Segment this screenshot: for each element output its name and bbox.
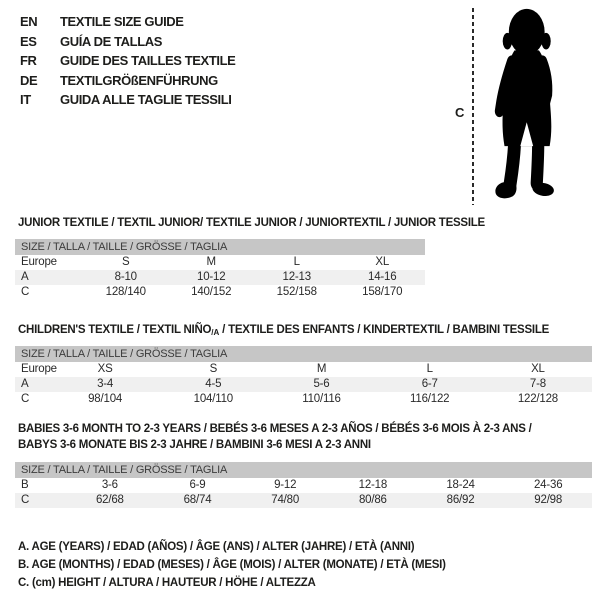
row-label: C — [21, 393, 30, 405]
table-row — [15, 478, 592, 493]
language-title: TEXTILE SIZE GUIDE — [60, 14, 184, 29]
language-row — [20, 90, 235, 110]
row-label: A — [21, 378, 29, 390]
size-cell: 12-18 — [358, 479, 388, 491]
babies-size-table — [15, 462, 592, 508]
footnote-line: B. AGE (MONTHS) / EDAD (MESES) / ÂGE (MOIS) / ALTER (MONATE) / ETÀ (MESI) — [18, 559, 446, 571]
size-cell: 5-6 — [313, 378, 330, 390]
language-row — [20, 12, 235, 32]
size-cell: 14-16 — [368, 271, 397, 283]
size-cell: 6-9 — [189, 479, 206, 491]
language-row — [20, 71, 235, 91]
language-title-list — [20, 12, 235, 110]
footnote-line: A. AGE (YEARS) / EDAD (AÑOS) / ÂGE (ANS) / ALTER (JAHRE) / ETÀ (ANNI) — [18, 541, 415, 553]
size-cell: 98/104 — [88, 393, 123, 405]
size-cell: 80/86 — [358, 494, 387, 506]
junior-table-title — [18, 216, 485, 232]
row-label: C — [21, 286, 30, 298]
size-cell: 152/158 — [276, 286, 317, 298]
table-title-segment: BABIES 3-6 MONTH TO 2-3 YEARS / BEBÉS 3-6 MESES A 2-3 AÑOS / BÉBÉS 3-6 MOIS À 2-3 ANS / — [18, 423, 532, 435]
size-cell: 18-24 — [446, 479, 475, 491]
table-title-line — [18, 438, 532, 454]
size-cell: S — [122, 256, 130, 268]
footnote-list — [18, 538, 446, 592]
size-cell: 128/140 — [105, 286, 146, 298]
size-header-bar: SIZE / TALLA / TAILLE / GRÖSSE / TAGLIA — [15, 239, 425, 255]
table-title-line — [18, 323, 549, 341]
size-header-bar: SIZE / TALLA / TAILLE / GRÖSSE / TAGLIA — [15, 346, 592, 362]
row-label: Europe — [21, 256, 57, 268]
table-row — [15, 255, 425, 270]
size-cell: L — [293, 256, 300, 268]
size-cell: L — [426, 363, 433, 375]
size-cell: 122/128 — [517, 393, 558, 405]
size-cell: XL — [531, 363, 545, 375]
language-code: IT — [20, 92, 31, 107]
table-title-segment: CHILDREN'S TEXTILE / TEXTIL NIÑO — [18, 324, 212, 336]
size-cell: XS — [97, 363, 113, 375]
size-cell: 24-36 — [533, 479, 563, 491]
table-row — [15, 285, 425, 300]
size-cell: 86/92 — [446, 494, 475, 506]
size-cell: XL — [375, 256, 390, 268]
size-cell: 9-12 — [274, 479, 297, 491]
size-cell: 12-13 — [282, 271, 311, 283]
table-title-segment: BABYS 3-6 MONATE BIS 2-3 JAHRE / BAMBINI 3-6 MESI A 2-3 ANNI — [18, 438, 371, 451]
size-header-bar: SIZE / TALLA / TAILLE / GRÖSSE / TAGLIA — [15, 462, 592, 478]
size-cell: S — [209, 363, 218, 375]
row-label: Europe — [21, 363, 57, 375]
table-row — [15, 493, 592, 508]
height-measure-dashed-line — [472, 8, 474, 205]
table-title-segment: JUNIOR TEXTILE / TEXTIL JUNIOR/ TEXTILE JUNIOR / JUNIORTEXTIL / JUNIOR TESSILE — [18, 217, 485, 229]
row-label: A — [21, 271, 29, 283]
size-cell: 3-4 — [97, 378, 114, 390]
size-cell: 8-10 — [114, 271, 137, 283]
language-code: FR — [20, 53, 37, 68]
size-cell: 7-8 — [529, 378, 546, 390]
language-title: GUÍA DE TALLAS — [60, 33, 163, 49]
language-code: EN — [20, 14, 38, 29]
row-label: B — [21, 479, 29, 491]
size-cell: M — [316, 363, 327, 375]
size-cell: 116/122 — [410, 393, 450, 405]
size-cell: 110/116 — [302, 393, 341, 405]
table-row — [15, 270, 425, 285]
language-title: GUIDA ALLE TAGLIE TESSILI — [60, 92, 232, 107]
size-cell: 104/110 — [193, 393, 233, 405]
language-title: TEXTILGRÖßENFÜHRUNG — [60, 72, 218, 88]
footnote-line: C. (cm) HEIGHT / ALTURA / HAUTEUR / HÖHE / ALTEZZA — [18, 577, 316, 589]
children-size-table — [15, 346, 592, 407]
table-row — [15, 377, 592, 392]
language-code: ES — [20, 33, 37, 49]
size-cell: 92/98 — [534, 494, 563, 506]
size-cell: 6-7 — [421, 378, 438, 390]
size-cell: 140/152 — [191, 286, 232, 298]
height-measure-label: C — [455, 105, 465, 120]
size-cell: 3-6 — [101, 479, 118, 491]
language-row — [20, 51, 235, 71]
size-cell: 4-5 — [205, 378, 222, 390]
size-cell: 62/68 — [95, 494, 124, 506]
junior-size-table — [15, 239, 425, 300]
table-title-line — [18, 422, 532, 438]
size-cell: 158/170 — [362, 286, 403, 298]
table-row — [15, 362, 592, 377]
size-cell: 74/80 — [271, 494, 300, 506]
table-title-segment: / TEXTILE DES ENFANTS / KINDERTEXTIL / BAMBINI TESSILE — [219, 324, 550, 336]
language-title: GUIDE DES TAILLES TEXTILE — [60, 53, 236, 68]
size-cell: 68/74 — [183, 494, 212, 506]
table-row — [15, 392, 592, 407]
size-cell: M — [206, 256, 216, 268]
language-row — [20, 32, 235, 52]
table-title-segment: /A — [211, 328, 220, 337]
table-title-line — [18, 216, 485, 232]
size-cell: 10-12 — [197, 271, 226, 283]
row-label: C — [21, 494, 30, 506]
baby-silhouette-figure — [483, 8, 569, 206]
language-code: DE — [20, 72, 38, 88]
babies-table-title — [18, 422, 532, 453]
children-table-title — [18, 323, 549, 341]
